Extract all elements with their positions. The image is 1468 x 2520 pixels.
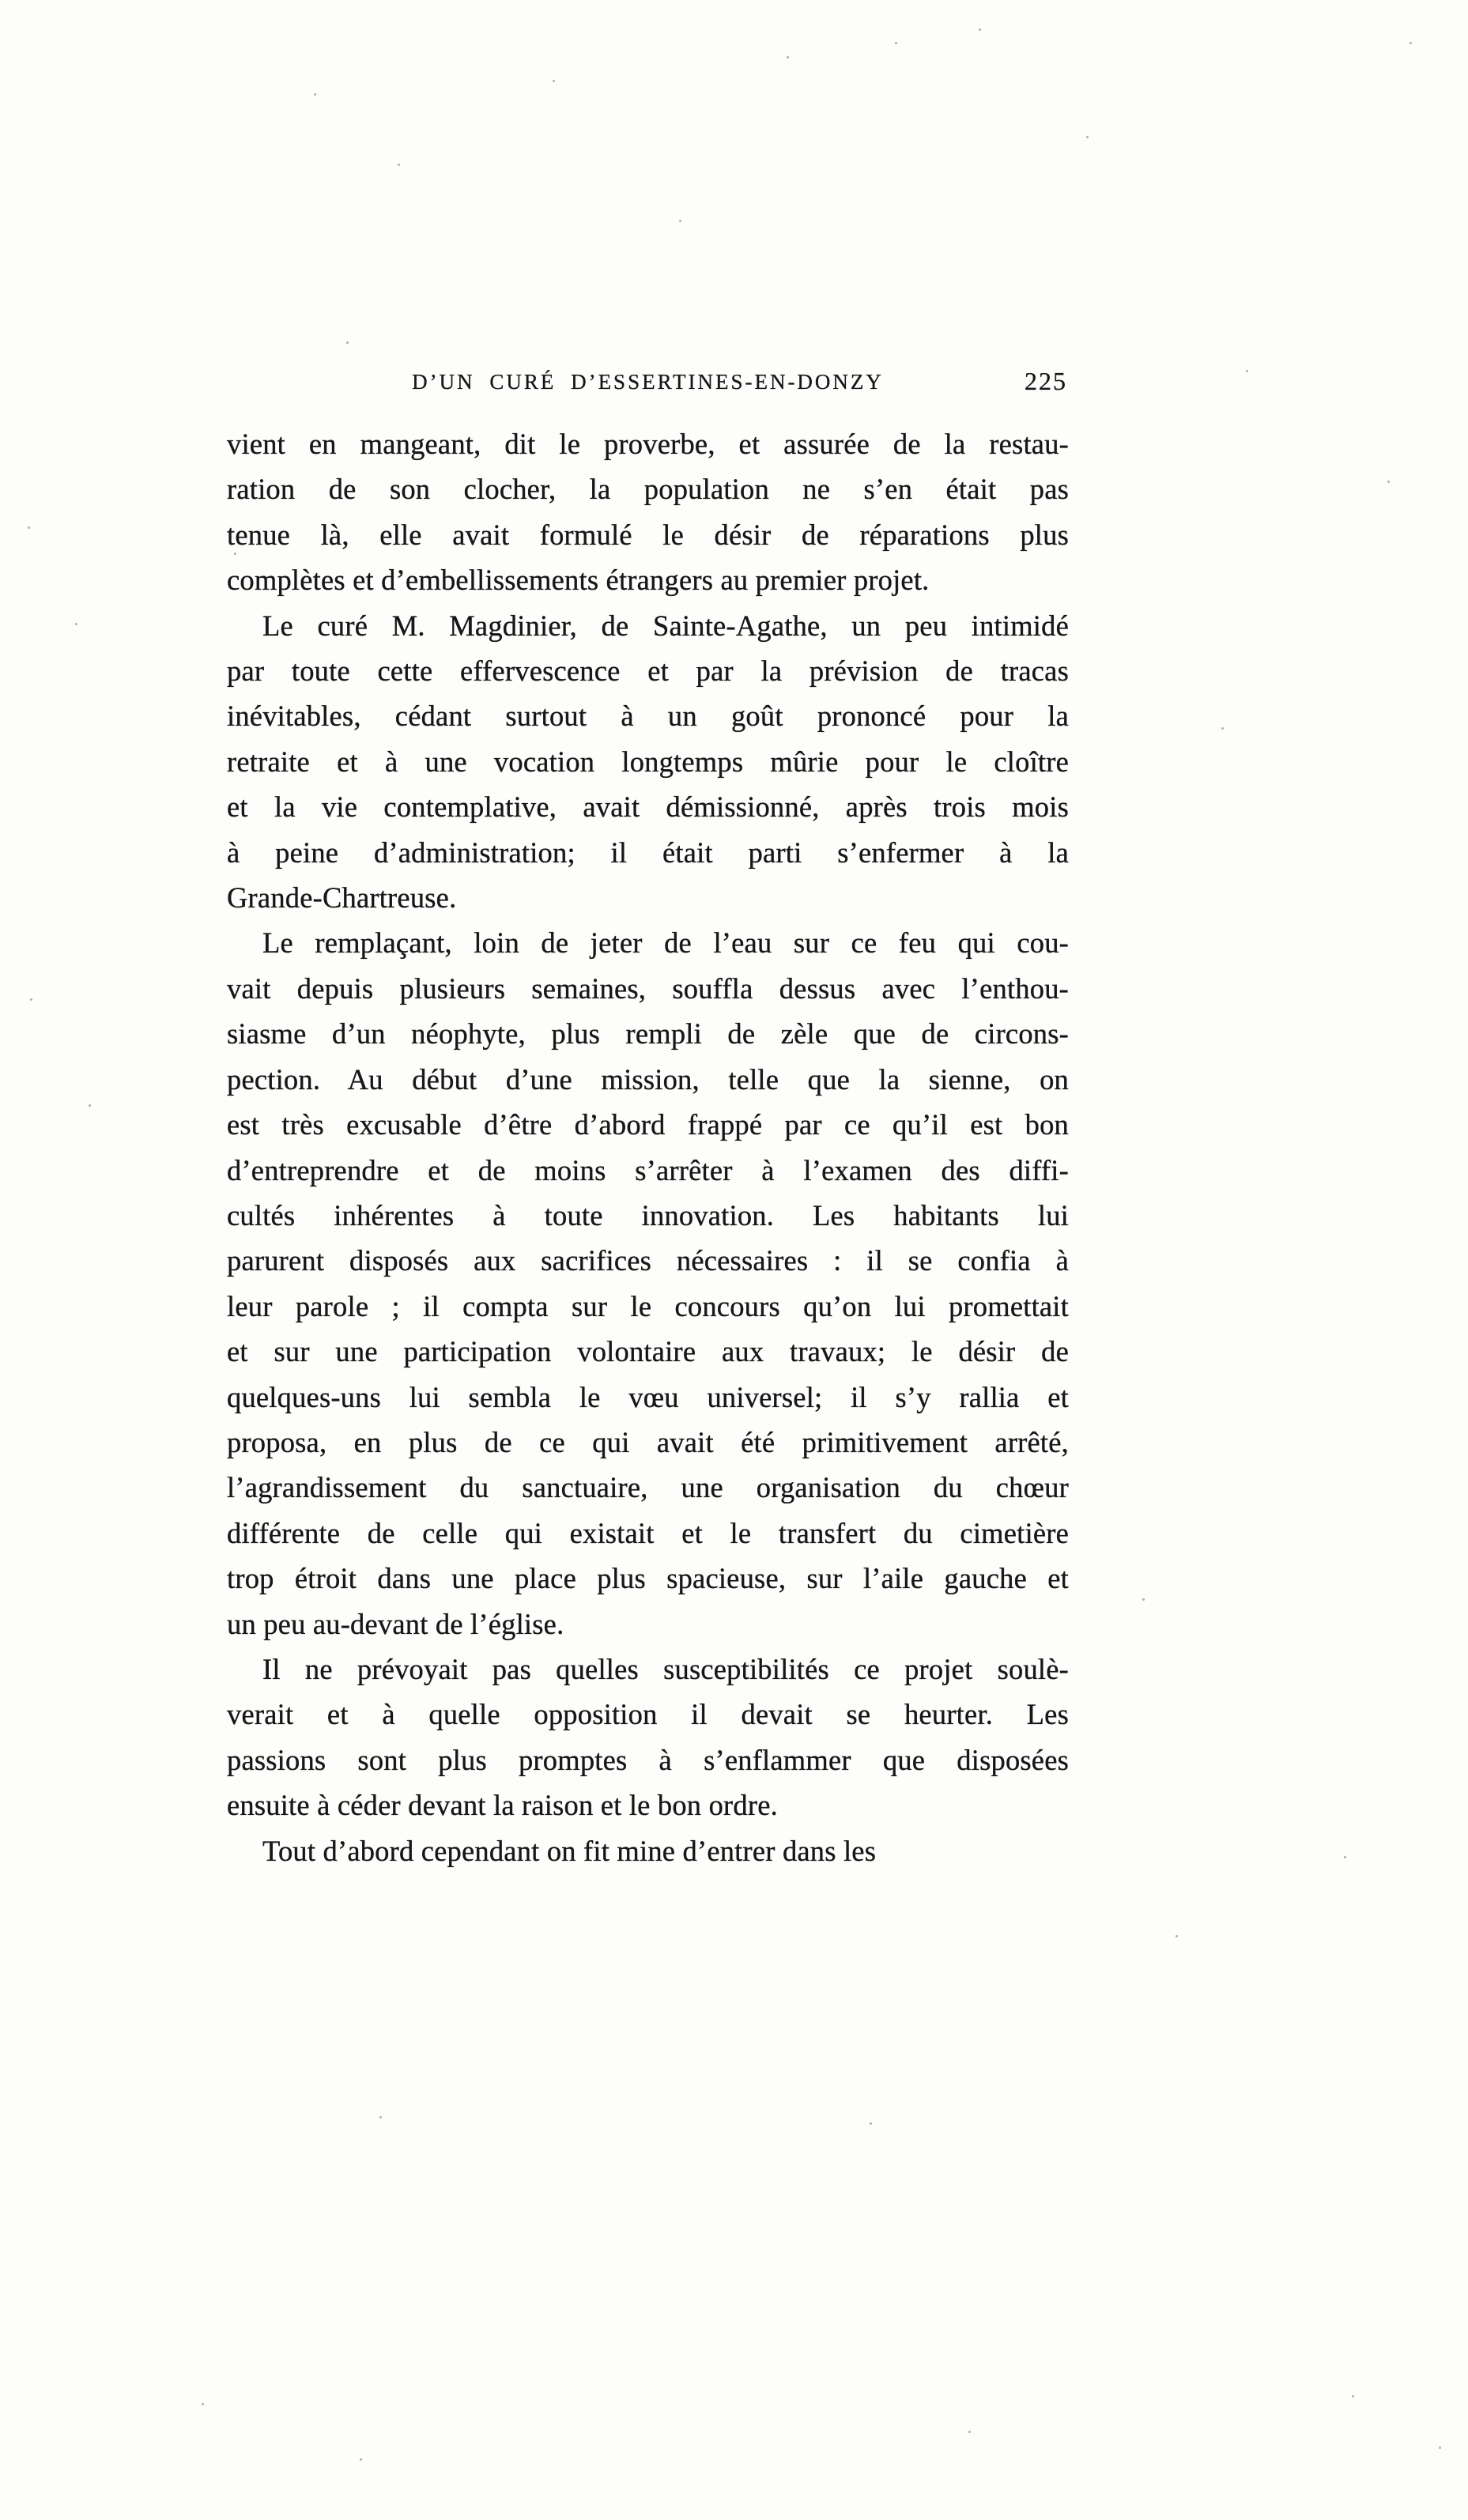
scan-speckle bbox=[1086, 136, 1089, 138]
text-line: et sur une participation volontaire aux travaux; le désir de bbox=[227, 1335, 1069, 1368]
text-line: leur parole ; il compta sur le concours qu’on lui promettait bbox=[227, 1289, 1069, 1322]
scan-speckle bbox=[75, 623, 77, 625]
scan-speckle bbox=[234, 553, 236, 555]
text-line: verait et à quelle opposition il devait se heurter. Les bbox=[227, 1698, 1069, 1731]
scan-speckle bbox=[202, 2403, 204, 2405]
running-head-title: D’UN CURÉ D’ESSERTINES-EN-DONZY bbox=[412, 370, 884, 394]
page-number: 225 bbox=[1025, 367, 1067, 395]
scan-speckle bbox=[553, 80, 555, 82]
text-line: Le remplaçant, loin de jeter de l’eau sur ce feu qui cou- bbox=[262, 926, 1069, 960]
scan-speckle bbox=[1344, 1856, 1346, 1858]
scan-speckle bbox=[1387, 481, 1390, 483]
scan-speckle bbox=[398, 164, 400, 166]
text-line: tenue là, elle avait formulé le désir de réparations plus bbox=[227, 518, 1069, 551]
scan-speckle bbox=[870, 2122, 872, 2125]
text-line: trop étroit dans une place plus spacieuse, sur l’aile gauche et bbox=[227, 1562, 1069, 1595]
text-line: quelques-uns lui sembla le vœu universel; il s’y rallia et bbox=[227, 1380, 1069, 1413]
paragraph bbox=[227, 1647, 1069, 1828]
scan-speckle bbox=[1439, 2446, 1441, 2449]
text-line: ensuite à céder devant la raison et le bon ordre. bbox=[227, 1789, 778, 1822]
scan-speckle bbox=[895, 42, 897, 44]
text-line: vient en mangeant, dit le proverbe, et assurée de la restau- bbox=[227, 428, 1069, 460]
text-line: Grande-Chartreuse. bbox=[227, 881, 457, 915]
text-line: Il ne prévoyait pas quelles susceptibilités ce projet soulè- bbox=[262, 1652, 1069, 1685]
text-line: et la vie contemplative, avait démissionné, après trois mois bbox=[227, 790, 1069, 824]
scan-speckle bbox=[30, 998, 32, 1001]
scan-speckle bbox=[1176, 1935, 1178, 1937]
scan-speckle bbox=[28, 526, 30, 529]
text-line: est très excusable d’être d’abord frappé par ce qu’il est bon bbox=[227, 1108, 1069, 1141]
text-line: par toute cette effervescence et par la prévision de tracas bbox=[227, 655, 1069, 688]
text-line: ration de son clocher, la population ne s’en était pas bbox=[227, 473, 1069, 506]
scan-speckle bbox=[360, 2458, 362, 2461]
scan-speckle bbox=[679, 220, 681, 222]
scan-speckle bbox=[1221, 727, 1224, 730]
text-line: parurent disposés aux sacrifices nécessaires : il se confia à bbox=[227, 1244, 1069, 1277]
text-line: cultés inhérentes à toute innovation. Les habitants lui bbox=[227, 1198, 1069, 1232]
running-head bbox=[227, 367, 1069, 403]
paragraph bbox=[227, 421, 1069, 603]
scan-speckle bbox=[89, 1104, 91, 1107]
paragraph bbox=[227, 920, 1069, 1647]
scan-speckle bbox=[314, 93, 316, 96]
text-line: pection. Au début d’une mission, telle que la sienne, on bbox=[227, 1062, 1069, 1096]
text-line: vait depuis plusieurs semaines, souffla dessus avec l’enthou- bbox=[227, 971, 1069, 1005]
text-line: d’entreprendre et de moins s’arrêter à l’examen des diffi- bbox=[227, 1153, 1069, 1186]
scan-speckle bbox=[968, 2431, 971, 2433]
text-line: proposa, en plus de ce qui avait été primitivement arrêté, bbox=[227, 1425, 1069, 1458]
text-line: Le curé M. Magdinier, de Sainte-Agathe, un peu intimidé bbox=[262, 609, 1069, 642]
scan-speckle bbox=[1410, 42, 1412, 44]
scan-speckle bbox=[1142, 1598, 1145, 1601]
text-line: retraite et à une vocation longtemps mûrie pour le cloître bbox=[227, 745, 1069, 778]
paragraph bbox=[227, 603, 1069, 921]
scan-speckle bbox=[346, 341, 349, 344]
scan-speckle bbox=[1246, 370, 1248, 372]
scan-speckle bbox=[979, 28, 981, 31]
text-line: différente de celle qui existait et le transfert du cimetière bbox=[227, 1516, 1069, 1549]
scan-speckle bbox=[379, 2116, 382, 2118]
text-line: complètes et d’embellissements étrangers au premier projet. bbox=[227, 564, 930, 597]
text-line: inévitables, cédant surtout à un goût prononcé pour la bbox=[227, 700, 1069, 733]
text-line: Tout d’abord cependant on fit mine d’entrer dans les bbox=[262, 1834, 877, 1867]
text-line: l’agrandissement du sanctuaire, une organisation du chœur bbox=[227, 1471, 1069, 1504]
text-line: siasme d’un néophyte, plus rempli de zèle que de circons- bbox=[227, 1017, 1069, 1051]
scan-speckle bbox=[787, 56, 789, 58]
scan-speckle bbox=[1352, 2395, 1354, 2397]
text-line: un peu au-devant de l’église. bbox=[227, 1607, 564, 1640]
text-line: passions sont plus promptes à s’enflammer que disposées bbox=[227, 1743, 1069, 1776]
text-block bbox=[227, 421, 1069, 1873]
paragraph bbox=[227, 1828, 1069, 1873]
text-line: à peine d’administration; il était parti s’enfermer à la bbox=[227, 836, 1069, 869]
